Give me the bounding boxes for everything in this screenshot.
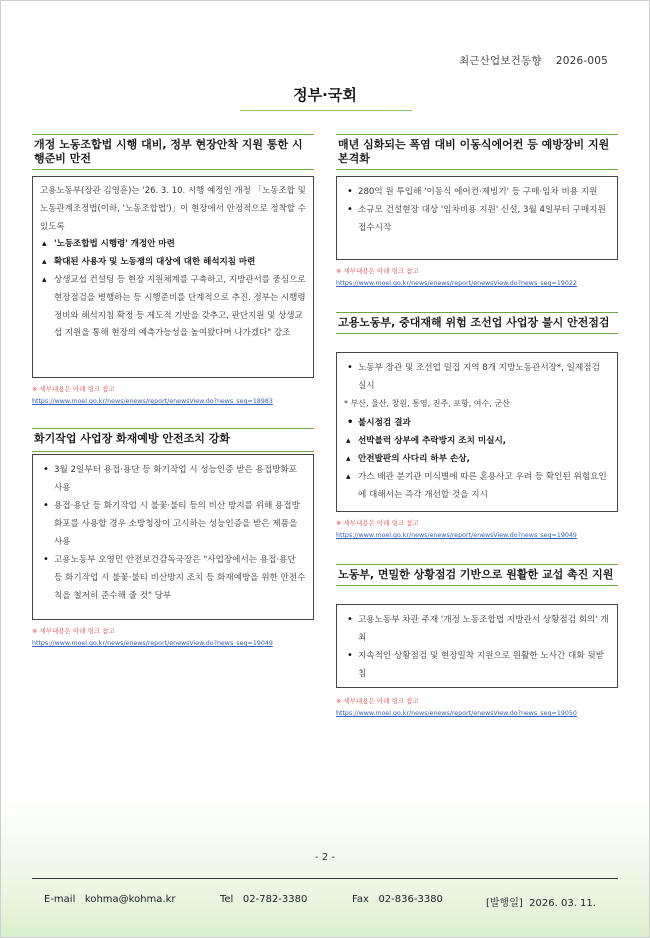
article-body-hot-work-fire [32,454,314,620]
tel-value: 02-782-3380 [242,894,308,905]
email-label: E-mail [44,894,76,905]
footer-email [44,894,176,905]
article-intro: 고용노동부(장관 김영훈)는 '26. 3. 10. 시행 예정인 개정 「노동조합 및 노동관계조정법(이하, '노동조합법')」이 현장에서 안정적으로 정착할 수 있도록 [40,186,306,232]
detail-note: ※ 세부내용은 아래 링크 참고 [336,519,419,527]
list-item: ▴ 상생교섭 컨설팅 등 현장 지원체계를 구축하고, 지방관서를 중심으로 현장점검을 병행하는 등 시행준비를 단계적으로 추진. 정부는 시행령 정비와 해석지침 확정 등 제도적 기반을 갖추고, 판단지원 및 상생교섭 지원을 통해 현장의 예측가능성을 높여왔다며 나가겠다" 강조 [40,272,306,343]
list-item: ▴ 선박블럭 상부에 추락방지 조치 미실시, [344,432,610,450]
right-column [336,0,618,938]
issued-date: 2026. 03. 11. [529,898,596,909]
doc-number: 2026-005 [555,55,608,67]
list-item: • 3월 2일부터 용접·용단 등 화기작업 시 성능인증 받은 용접방화포 사용 [40,461,306,497]
issued-label: [발행일] [486,898,523,909]
list-item: • 노동부 장관 및 조선업 밀집 지역 8개 지방노동관서장*, 일제점검 실시 [344,359,610,395]
list-item: • 고용노동부 오영민 안전보건감독국장은 "사업장에서는 용접·용단 등 화기작업 시 불꽃·불티 비산방지 조치 등 화재예방을 위한 안전수칙을 철저히 준수해 줄 것" 당부 [40,551,306,605]
detail-note: ※ 세부내용은 아래 링크 참고 [336,697,419,705]
section-title: 정부·국회 [293,86,357,104]
detail-note: ※ 세부내용은 아래 링크 참고 [336,267,419,275]
footer-issued [486,894,596,909]
detail-note: ※ 세부내용은 아래 링크 참고 [32,627,115,635]
article-body-bargaining-support [336,604,618,688]
article-body-heatwave-equipment [336,176,618,260]
doc-title: 최근산업보건동향 [458,55,542,67]
footer-divider [32,878,618,879]
article-title-shipbuilding-inspection: 고용노동부, 중대재해 위험 조선업 사업장 불시 안전점검 [336,312,618,334]
list-item: ▴ 안전발판의 사다리 하부 손상, [344,450,610,468]
article-link[interactable]: https://www.moel.go.kr/news/enews/report/enewsView.do?news_seq=18983 [32,398,273,405]
tel-label: Tel [220,894,234,905]
article-title-heatwave-equipment: 매년 심화되는 폭염 대비 이동식에어컨 등 예방장비 지원 본격화 [336,134,618,170]
list-item: • 지속적인 상황점검 및 현장밀착 지원으로 원활한 노사간 대화 뒷받침 [344,647,610,683]
article-body-shipbuilding-inspection [336,352,618,512]
article-link[interactable]: https://www.moel.go.kr/news/enews/report/enewsView.do?news_seq=19049 [32,640,273,647]
list-item: • 용접·용단 등 화기작업 시 불꽃·불티 등의 비산 방지를 위해 용접방화포를 사용할 경우 소방청장이 고시하는 성능인증을 받은 제품을 사용 [40,497,306,551]
left-column [32,0,314,938]
list-item: ▴ '노동조합법 시행령' 개정안 마련 [40,236,306,254]
list-item: ▴ 가스 배관 분기관 미식별에 따른 혼용사고 우려 등 확인된 위험요인에 대해서는 즉각 개선할 것을 지시 [344,468,610,504]
list-item: • 280억 원 투입해 '이동식 에어컨·제빙기' 등 구매·임차 비용 지원 [344,183,610,201]
list-item: • 소규모 건설현장 대상 '임차비용 지원' 신설, 3월 4일부터 구매지원 접수시작 [344,201,610,237]
fax-value: 02-836-3380 [378,894,443,905]
list-item: • 고용노동부 차관 주재 '개정 노동조합법 지방관서 상황점검 회의' 개최 [344,611,610,647]
article-link[interactable]: https://www.moel.go.kr/news/enews/report/enewsView.do?news_seq=19050 [336,710,577,717]
list-item: ▴ 확대된 사용자 및 노동쟁의 대상에 대한 해석지침 마련 [40,254,306,272]
article-link[interactable]: https://www.moel.go.kr/news/enews/report/enewsView.do?news_seq=19049 [336,532,577,539]
article-title-bargaining-support: 노동부, 면밀한 상황점검 기반으로 원활한 교섭 촉진 지원 [336,564,618,586]
list-item: • 불시점검 결과 [344,414,610,432]
footer-tel [220,894,307,905]
article-body-labor-union-act [32,176,314,378]
fax-label: Fax [352,894,369,905]
article-title-hot-work-fire: 화기작업 사업장 화재예방 안전조치 강화 [32,428,314,452]
page-number: - 2 - [315,852,335,863]
list-item-footnote: * 부산, 울산, 창원, 통영, 진주, 포항, 여수, 군산 [344,399,510,409]
detail-note: ※ 세부내용은 아래 링크 참고 [32,385,115,393]
email-value[interactable]: kohma@kohma.kr [84,894,176,905]
article-title-labor-union-act: 개정 노동조합법 시행 대비, 정부 현장안착 지원 통한 시행준비 만전 [32,134,314,170]
article-link[interactable]: https://www.moel.go.kr/news/enews/report/enewsView.do?news_seq=19022 [336,280,577,287]
footer-fax [352,894,443,905]
